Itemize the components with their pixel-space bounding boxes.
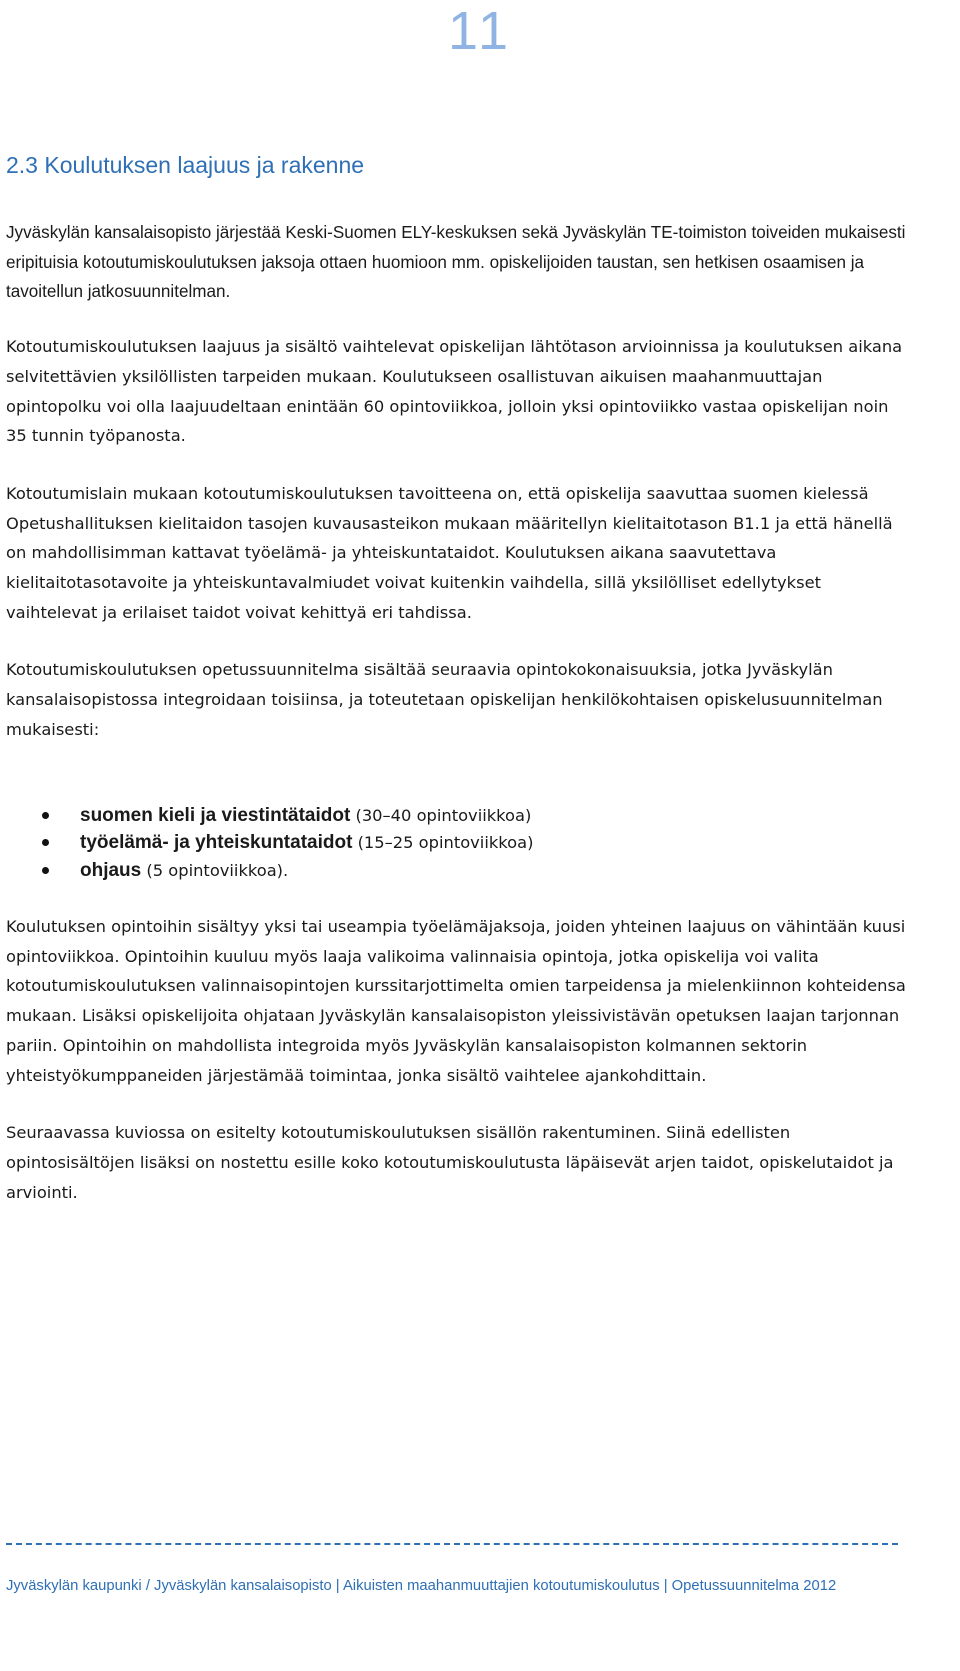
paragraph-figure-intro: Seuraavassa kuviossa on esitelty kotoutumiskoulutuksen sisällön rakentuminen. Siinä edellisten opintosisältöjen lisäksi on nostettu esille koko kotoutumiskoulutusta läpäisevät arjen taidot, opiskelutaidot ja arviointi. xyxy=(6,1123,894,1202)
paragraph-goals: Kotoutumislain mukaan kotoutumiskoulutuksen tavoitteena on, että opiskelija saavuttaa suomen kielessä Opetushallituksen kielitaidon tasojen kuvausasteikon mukaan määritellyn kielitaitotason B1.1 ja että hänellä on mahdollisimman kattavat työelämä- ja yhteiskuntataidot. Koulutuksen aikana saavutettava kielitaitotasotavoite ja yhteiskuntavalmiudet voivat kuitenkin vaihdella, sillä yksilölliset edellytykset vaihtelevat ja erilaiset taidot voivat kehittyä eri tahdissa. xyxy=(6,483,893,622)
bullet-icon xyxy=(42,867,49,874)
module-term: suomen kieli ja viestintätaidot xyxy=(80,804,351,826)
paragraph-intro: Jyväskylän kansalaisopisto järjestää Keski-Suomen ELY-keskuksen sekä Jyväskylän TE-toimiston toiveiden mukaisesti eripituisia kotoutumiskoulutuksen jaksoja ottaen huomioon mm. opiskelijoiden taustan, sen hetkisen osaamisen ja tavoitellun jatkosuunnitelman. xyxy=(6,223,906,302)
page-number: 11 xyxy=(447,1,513,61)
page-footer: Jyväskylän kaupunki / Jyväskylän kansalaisopisto | Aikuisten maahanmuuttajien kotoutumiskoulutus | Opetussuunnitelma 2012 xyxy=(6,1578,837,1594)
module-term: työelämä- ja yhteiskuntataidot xyxy=(80,832,353,854)
paragraph-work-periods: Koulutuksen opintoihin sisältyy yksi tai useampia työelämäjaksoja, joiden yhteinen laajuus on vähintään kuusi opintoviikkoa. Opintoihin kuuluu myös laaja valikoima valinnaisia opintoja, jotka opiskelija voi valita kotoutumiskoulutuksen valinnaisopintojen kurssitarjottimelta omien tarpeidensa ja mielenkiinnon kohteidensa mukaan. Lisäksi opiskelijoita ohjataan Jyväskylän kansalaisopiston yleissivistävän opetuksen laajan tarjonnan pariin. Opintoihin on mahdollista integroida myös Jyväskylän kansalaisopiston kolmannen sektorin yhteistyökumppaneiden järjestämää toimintaa, jonka sisältö vaihtelee ajankohdittain. xyxy=(6,917,906,1085)
list-item xyxy=(6,802,906,830)
list-item xyxy=(6,829,906,857)
module-detail: (5 opintoviikkoa). xyxy=(141,860,289,880)
paragraph-curriculum: Kotoutumiskoulutuksen opetussuunnitelma sisältää seuraavia opintokokonaisuuksia, jotka Jyväskylän kansalaisopistossa integroidaan toisiinsa, ja toteutetaan opiskelijan henkilökohtaisen opiskelusuunnitelman mukaisesti: xyxy=(6,660,883,739)
study-modules-list xyxy=(6,802,906,885)
bullet-icon xyxy=(42,839,49,846)
footer-divider xyxy=(6,1543,898,1545)
module-term: ohjaus xyxy=(80,859,142,881)
list-item xyxy=(6,857,906,885)
paragraph-scope: Kotoutumiskoulutuksen laajuus ja sisältö vaihtelevat opiskelijan lähtötason arvioinnissa ja koulutuksen aikana selvitettävien yksilöllisten tarpeiden mukaan. Koulutukseen osallistuvan aikuisen maahanmuuttajan opintopolku voi olla laajuudeltaan enintään 60 opintoviikkoa, jolloin yksi opintoviikko vastaa opiskelijan noin 35 tunnin työpanosta. xyxy=(6,337,903,446)
module-detail: (15–25 opintoviikkoa) xyxy=(352,833,534,853)
main-content xyxy=(6,218,906,1235)
section-heading: 2.3 Koulutuksen laajuus ja rakenne xyxy=(6,152,365,178)
bullet-icon xyxy=(42,812,49,819)
module-detail: (30–40 opintoviikkoa) xyxy=(350,805,532,825)
